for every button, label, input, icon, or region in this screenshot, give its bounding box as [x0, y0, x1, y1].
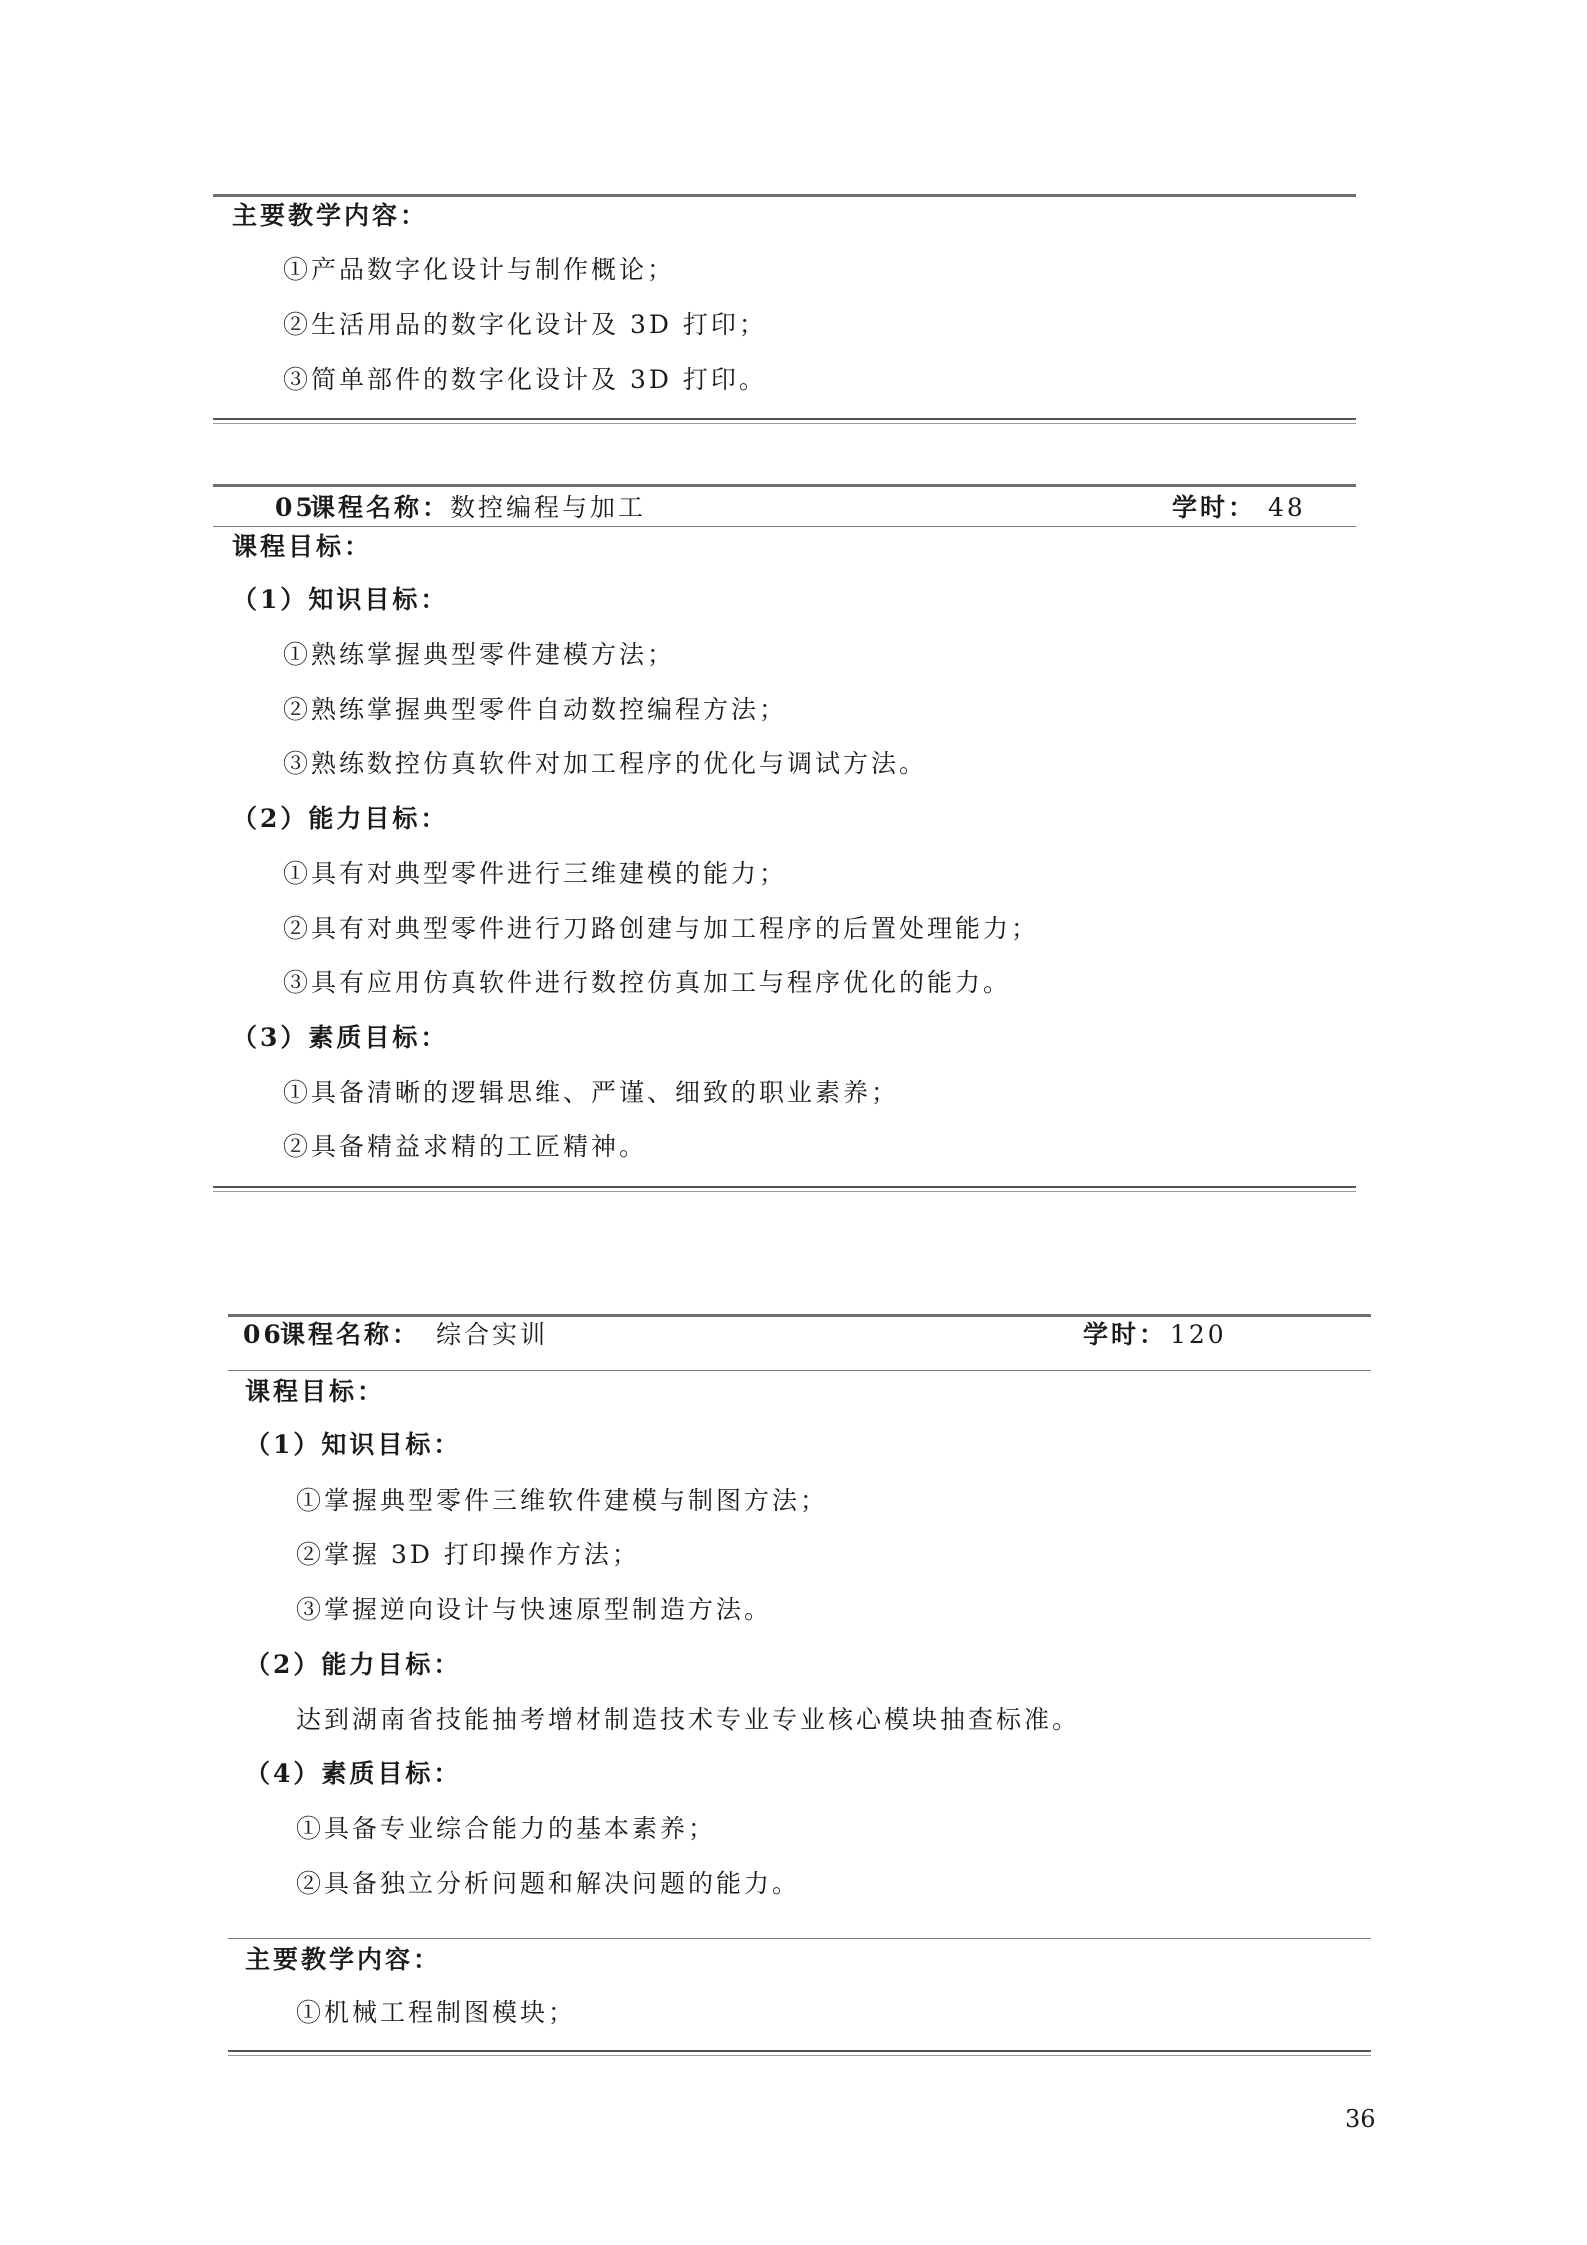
- knowledge-item: ③掌握逆向设计与快速原型制造方法。: [296, 1595, 773, 1624]
- course-name-label: 课程名称：: [280, 1320, 421, 1349]
- ability-heading: （2）能力目标：: [232, 804, 449, 833]
- table-bottom-rule: [213, 1186, 1356, 1192]
- table-bottom-rule: [213, 418, 1356, 424]
- course-number: 05: [275, 493, 316, 522]
- knowledge-item: ①熟练掌握典型零件建模方法；: [283, 640, 676, 669]
- goals-heading: 课程目标：: [245, 1377, 386, 1406]
- knowledge-heading: （1）知识目标：: [232, 585, 449, 614]
- knowledge-item: ②熟练掌握典型零件自动数控编程方法；: [283, 695, 788, 724]
- hours-value: 48: [1268, 493, 1306, 522]
- goals-heading: 课程目标：: [232, 532, 373, 561]
- quality-item: ②具备独立分析问题和解决问题的能力。: [296, 1869, 801, 1898]
- hours-label: 学时：: [1172, 493, 1257, 522]
- table-top-rule: [213, 194, 1356, 197]
- quality-heading: （3）素质目标：: [232, 1023, 449, 1052]
- knowledge-item: ①掌握典型零件三维软件建模与制图方法；: [296, 1486, 829, 1515]
- quality-item: ①具备清晰的逻辑思维、严谨、细致的职业素养；: [283, 1078, 900, 1107]
- hours-label: 学时：: [1083, 1320, 1168, 1349]
- knowledge-heading: （1）知识目标：: [245, 1430, 462, 1459]
- content-item: ①产品数字化设计与制作概论；: [283, 255, 676, 284]
- page-number: 36: [1345, 2105, 1376, 2133]
- table-top-rule: [228, 1314, 1371, 1317]
- section-divider: [228, 1938, 1371, 1939]
- ability-item: ②具有对典型零件进行刀路创建与加工程序的后置处理能力；: [283, 914, 1040, 943]
- table-top-rule: [213, 484, 1356, 487]
- course-name: 综合实训: [436, 1320, 549, 1349]
- table-bottom-rule: [228, 2050, 1371, 2056]
- course-name: 数控编程与加工: [450, 493, 647, 522]
- content-item: ①机械工程制图模块；: [296, 1998, 577, 2027]
- knowledge-item: ②掌握 3D 打印操作方法；: [296, 1540, 640, 1569]
- ability-item: ③具有应用仿真软件进行数控仿真加工与程序优化的能力。: [283, 968, 1012, 997]
- content-heading: 主要教学内容：: [232, 201, 429, 230]
- content-item: ③简单部件的数字化设计及 3D 打印。: [283, 365, 767, 394]
- ability-item: 达到湖南省技能抽考增材制造技术专业专业核心模块抽查标准。: [296, 1705, 1081, 1734]
- header-divider: [228, 1370, 1371, 1371]
- ability-item: ①具有对典型零件进行三维建模的能力；: [283, 859, 788, 888]
- quality-heading: （4）素质目标：: [245, 1759, 462, 1788]
- course-number: 06: [243, 1320, 284, 1349]
- content-item: ②生活用品的数字化设计及 3D 打印；: [283, 310, 767, 339]
- header-divider: [213, 526, 1356, 527]
- quality-item: ①具备专业综合能力的基本素养；: [296, 1814, 717, 1843]
- content-heading: 主要教学内容：: [245, 1945, 442, 1974]
- ability-heading: （2）能力目标：: [245, 1650, 462, 1679]
- course-name-label: 课程名称：: [310, 493, 451, 522]
- knowledge-item: ③熟练数控仿真软件对加工程序的优化与调试方法。: [283, 749, 928, 778]
- hours-value: 120: [1170, 1320, 1227, 1349]
- quality-item: ②具备精益求精的工匠精神。: [283, 1132, 648, 1161]
